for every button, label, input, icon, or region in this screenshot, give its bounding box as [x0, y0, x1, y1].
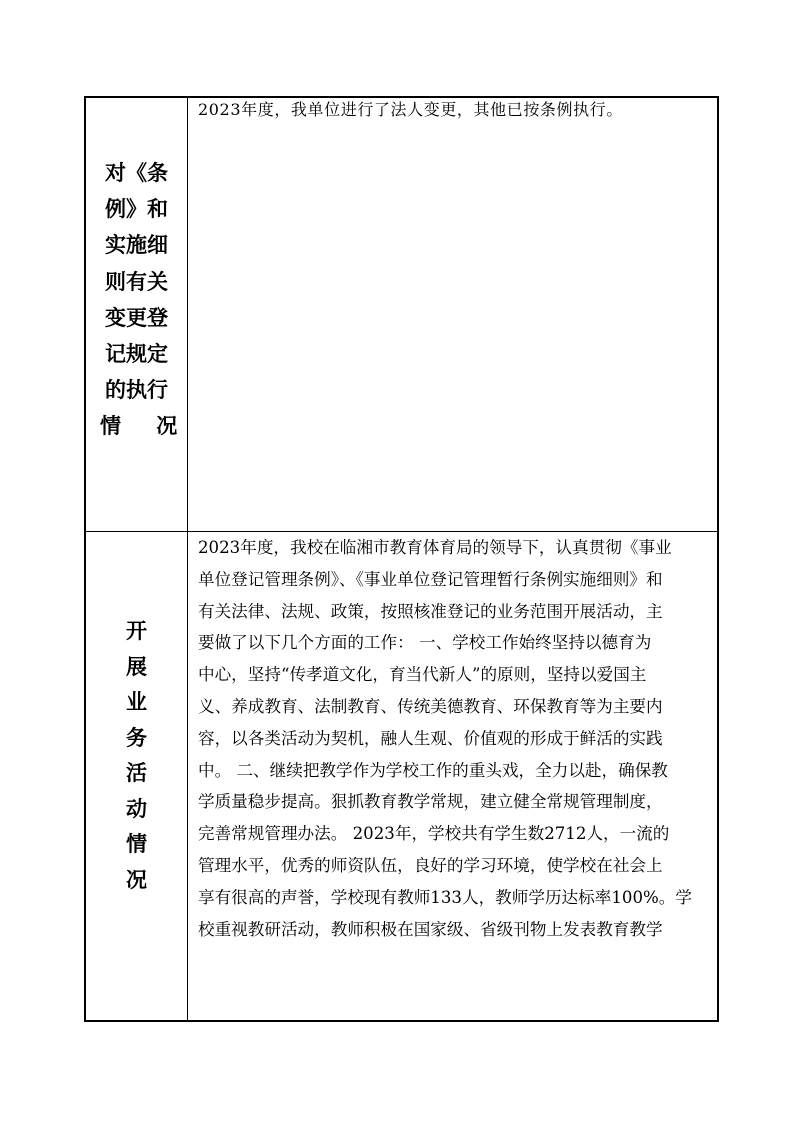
row-label-cell	[86, 98, 192, 531]
label-char: 展	[126, 654, 147, 679]
text-line: 学质量稳步提高。狠抓教育教学常规，建立健全常规管理制度，	[198, 792, 663, 812]
label-line: 情 况	[100, 414, 192, 439]
text-line: 中。 二、继续把教学作为学校工作的重头戏，全力以赴，确保教	[198, 760, 668, 780]
change-registration-text: 2023年度，我单位进行了法人变更，其他已按条例执行。	[198, 100, 623, 119]
row-content-cell	[188, 532, 717, 1020]
text-line: 中心，坚持“传孝道文化，育当代新人”的原则，坚持以爱国主	[198, 665, 647, 685]
label-char: 况	[126, 867, 147, 892]
label-line: 则有关	[105, 269, 168, 294]
row-label-cell	[86, 532, 188, 1020]
label-char: 动	[126, 796, 147, 821]
text-line: 容，以各类活动为契机，融人生观、价值观的形成于鲜活的实践	[198, 728, 663, 748]
text-line: 单位登记管理条例》、《事业单位登记管理暂行条例实施细则》和	[198, 569, 663, 589]
table-row-change-registration	[86, 98, 717, 532]
registration-table	[84, 96, 719, 1022]
label-line: 记规定	[105, 342, 168, 367]
table-row-business-activities	[86, 532, 717, 1020]
label-char: 开	[126, 619, 147, 643]
text-line: 享有很高的声誉，学校现有教师133人，教师学历达标率100%。学	[198, 887, 692, 907]
text-line: 有关法律、法规、政策，按照核准登记的业务范围开展活动，主	[198, 601, 663, 621]
row-content-cell	[188, 98, 717, 531]
label-line: 对《条	[105, 161, 168, 185]
label-char: 活	[126, 761, 147, 785]
label-char: 务	[126, 725, 147, 750]
text-line: 义、养成教育、法制教育、传统美德教育、环保教育等为主要内	[198, 696, 663, 716]
text-line: 2023年度，我校在临湘市教育体育局的领导下，认真贯彻《事业	[198, 538, 672, 557]
business-activities-text	[198, 532, 709, 945]
label-line: 实施细	[105, 233, 168, 258]
text-line: 完善常规管理办法。 2023年，学校共有学生数2712人，一流的	[198, 824, 670, 844]
label-char: 情	[126, 832, 147, 856]
label-char: 业	[126, 690, 147, 714]
text-line: 管理水平，优秀的师资队伍，良好的学习环境，使学校在社会上	[198, 855, 663, 875]
text-line: 要做了以下几个方面的工作： 一、学校工作始终坚持以德育为	[198, 633, 652, 653]
row-label-business-activities	[86, 614, 187, 898]
label-line: 的执行	[105, 378, 168, 403]
label-line: 变更登	[105, 305, 168, 330]
row-label-change-registration	[86, 155, 192, 445]
label-line: 例》和	[105, 197, 168, 222]
text-line: 校重视教研活动，教师积极在国家级、省级刊物上发表教育教学	[198, 919, 663, 939]
